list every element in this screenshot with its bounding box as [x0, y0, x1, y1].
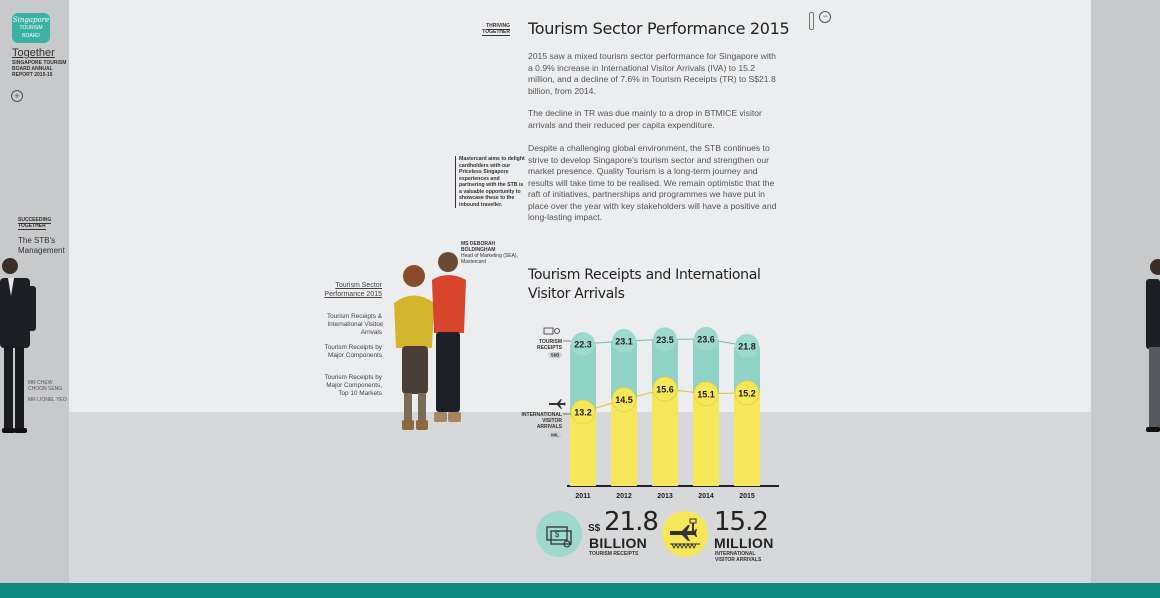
- iva-legend-unit: MIL: [551, 432, 559, 438]
- tr-value-label-2014: 23.6: [697, 334, 715, 345]
- manager-name-yeo[interactable]: MR LIONEL YEO: [28, 397, 67, 403]
- kpi-receipts-value: 21.8: [604, 507, 658, 537]
- scroll-handle[interactable]: [809, 12, 814, 30]
- manager-name-chew[interactable]: MR CHEW CHOON SENG: [28, 380, 63, 392]
- iva-legend-label-3: ARRIVALS: [536, 424, 562, 430]
- kpi-arrivals-unit: MILLION: [714, 535, 774, 551]
- tr-legend-unit: S$B: [550, 352, 560, 358]
- tr-value-label-2015: 21.8: [738, 341, 756, 352]
- zoom-out-button[interactable]: −: [819, 11, 831, 23]
- outlook-paragraph: Despite a challenging global environment, the STB continues to strive to develop Singapore's tourism sector and strengthen our market presence. Quality Tourism is a long-term journey and results will take time to be realised. We remain optimistic that the raft of initiatives, partnerships and programmes we have put in place over the year with key stakeholders will have a positive and long-lasting impact.: [528, 143, 777, 222]
- iva-value-label-2014: 15.1: [697, 389, 715, 400]
- report-subtitle: SINGAPORE TOURISM BOARD ANNUAL REPORT 2015-16: [12, 60, 67, 78]
- year-label-2015: 2015: [739, 493, 755, 500]
- tr-legend-coin-icon: [555, 329, 560, 334]
- chart-title: Tourism Receipts and International Visitor Arrivals: [528, 267, 761, 302]
- person-chairman-photo[interactable]: [0, 256, 40, 436]
- testimonial-author-name: MS DEBORAH BOLDINGHAM: [461, 241, 496, 253]
- iva-legend-label-2: VISITOR: [542, 418, 562, 424]
- subnav-item-major-components[interactable]: Tourism Receipts by Major Components: [324, 344, 382, 359]
- report-title-link[interactable]: Together: [12, 47, 55, 59]
- tr-legend-money-icon: [544, 328, 553, 334]
- stb-logo[interactable]: Singapore TOURISM BOARD: [12, 13, 50, 43]
- subnav-item-receipts-arrivals[interactable]: Tourism Receipts & International Visitor Arrivals: [326, 313, 382, 336]
- iva-bar-2014: [693, 394, 719, 486]
- iva-legend-label-1: INTERNATIONAL: [521, 412, 562, 418]
- tr-legend-label: TOURISM: [539, 339, 562, 345]
- testimonial-author-role: Head of Marketing (SEA), Mastercard: [461, 253, 518, 265]
- svg-text:$: $: [554, 530, 560, 539]
- decline-paragraph: The decline in TR was due mainly to a drop in BTMICE visitor arrivals and their reduced per capita expenditure.: [528, 108, 762, 130]
- testimonial-quote: Mastercard aims to delight cardholders with our Priceless Singapore experiences and partnering with the STB is a valuable opportunity to showcase these to the inbound traveller.: [455, 156, 526, 208]
- subnav-item-top-markets[interactable]: Tourism Receipts by Major Components, Top 10 Markets: [324, 374, 382, 397]
- iva-bar-2012: [611, 400, 637, 486]
- page-title: Tourism Sector Performance 2015: [528, 19, 790, 38]
- kpi-receipts-prefix: S$: [588, 523, 601, 534]
- tr-legend-label-2: RECEIPTS: [536, 345, 562, 351]
- iva-value-label-2011: 13.2: [574, 407, 592, 418]
- subnav-heading[interactable]: Tourism Sector Performance 2015: [324, 282, 382, 298]
- iva-value-label-2013: 15.6: [656, 384, 674, 395]
- person-ceo-photo[interactable]: [1142, 255, 1160, 435]
- year-label-2011: 2011: [575, 493, 591, 500]
- airport-icon: [662, 511, 708, 557]
- intro-paragraph: 2015 saw a mixed tourism sector performance for Singapore with a 0.9% increase in International Visitor Arrivals (IVA) to 15.2 million, and a decline of 7.6% in Tourism Receipts (TR) to S$21.8 billion, from 2014.: [528, 51, 776, 96]
- year-label-2013: 2013: [657, 493, 673, 500]
- iva-legend-plane-icon: [549, 399, 566, 409]
- iva-value-label-2012: 14.5: [615, 395, 633, 406]
- section-label: SUCCEEDING TOGETHER: [18, 217, 52, 229]
- year-label-2012: 2012: [616, 493, 632, 500]
- iva-bar-2013: [652, 389, 678, 486]
- chevron-left-icon[interactable]: ‹: [381, 320, 384, 329]
- tr-value-label-2011: 22.3: [574, 339, 592, 350]
- section-link-management[interactable]: The STB's Management: [18, 236, 65, 255]
- expand-menu-button[interactable]: +: [11, 90, 23, 102]
- bottom-bar: [0, 583, 1160, 598]
- year-label-2014: 2014: [698, 493, 714, 500]
- iva-value-label-2015: 15.2: [738, 388, 756, 399]
- section-tag: THRIVING TOGETHER: [482, 23, 510, 35]
- women-photo[interactable]: [384, 248, 474, 438]
- tr-value-label-2012: 23.1: [615, 336, 633, 347]
- kpi-receipts-caption: TOURISM RECEIPTS: [589, 551, 639, 557]
- tr-value-label-2013: 23.5: [656, 334, 674, 345]
- iva-bar-2015: [734, 393, 760, 486]
- money-icon: [536, 511, 582, 557]
- kpi-receipts-unit: BILLION: [589, 535, 648, 551]
- receipts-arrivals-chart: [517, 318, 783, 504]
- kpi-arrivals-value: 15.2: [714, 507, 768, 537]
- kpi-arrivals-caption: INTERNATIONAL VISITOR ARRIVALS: [715, 551, 762, 563]
